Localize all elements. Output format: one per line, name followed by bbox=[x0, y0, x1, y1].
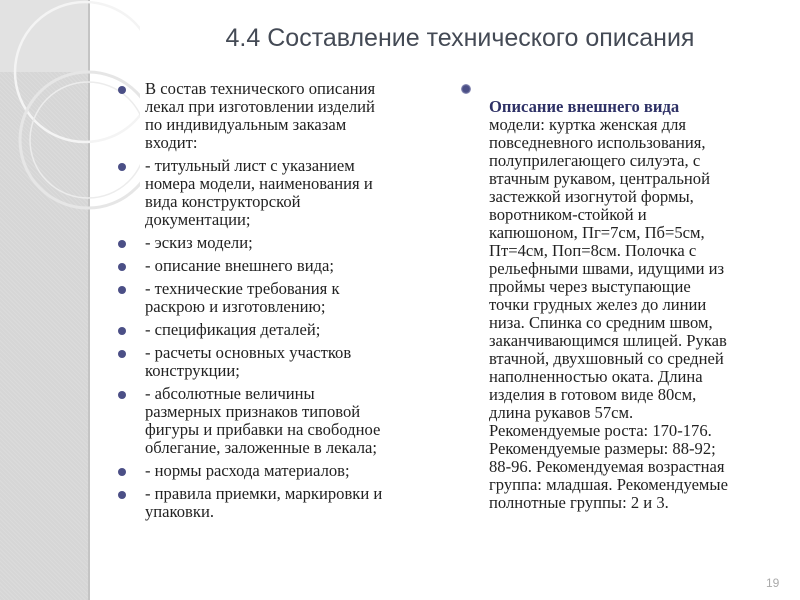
bullet-icon bbox=[118, 327, 126, 335]
left-bullet-list bbox=[118, 80, 438, 526]
list-item bbox=[462, 80, 782, 512]
page-number: 19 bbox=[766, 576, 780, 590]
list-item-text: - спецификация деталей; bbox=[145, 320, 321, 339]
bullet-icon bbox=[118, 391, 126, 399]
list-item bbox=[118, 234, 438, 252]
list-item bbox=[118, 344, 438, 380]
bullet-icon bbox=[118, 240, 126, 248]
list-item-text: - нормы расхода материалов; bbox=[145, 461, 350, 480]
list-item bbox=[118, 80, 438, 152]
list-item-text: - технические требования к раскрою и изготовлению; bbox=[145, 279, 340, 316]
list-item bbox=[118, 385, 438, 457]
list-item bbox=[118, 485, 438, 521]
appearance-description: модели: куртка женская для повседневного использования, полуприлегающего силуэта, с втачным рукавом, центральной застежкой изогнутой формы, воротником-стойкой и капюшоном, Пг=7см, Пб=5см, Пт=4см, Поп=8см. Полочка с рельефными швами, идущими из проймы через выступающие точки грудных желез до линии низа. Спинка со средним швом, заканчивающимся шлицей. Рукав втачной, двухшовный со средней наполненностью оката. Длина изделия в готовом виде 80см, длина рукавов 57см. Рекомендуемые роста: 170-176. Рекомендуемые размеры: 88-92; 88-96. Рекомендуемая возрастная группа: младшая. Рекомендуемые полнотные группы: 2 и 3. bbox=[489, 115, 728, 512]
list-item-text: - абсолютные величины размерных признаков типовой фигуры и прибавки на свободное облегание, заложенные в лекала; bbox=[145, 384, 381, 457]
list-item-text: - описание внешнего вида; bbox=[145, 256, 335, 275]
bullet-icon bbox=[461, 84, 471, 94]
list-item-text: В состав технического описания лекал при изготовлении изделий по индивидуальным заказам входит: bbox=[145, 79, 376, 152]
bullet-icon bbox=[118, 491, 126, 499]
list-item bbox=[118, 462, 438, 480]
bullet-icon bbox=[118, 350, 126, 358]
list-item-text: - расчеты основных участков конструкции; bbox=[145, 343, 352, 380]
right-bullet-list bbox=[462, 80, 782, 517]
bullet-icon bbox=[118, 86, 126, 94]
bullet-icon bbox=[118, 163, 126, 171]
list-item-text: - эскиз модели; bbox=[145, 233, 253, 252]
bullet-icon bbox=[118, 263, 126, 271]
list-item-text: - титульный лист с указанием номера модели, наименования и вида конструкторской документации; bbox=[145, 156, 373, 229]
appearance-heading: Описание внешнего вида bbox=[489, 97, 680, 116]
list-item bbox=[118, 157, 438, 229]
bullet-icon bbox=[118, 468, 126, 476]
slide-title: 4.4 Составление технического описания bbox=[225, 24, 695, 52]
list-item bbox=[118, 321, 438, 339]
list-item bbox=[118, 280, 438, 316]
list-item-text: - правила приемки, маркировки и упаковки. bbox=[145, 484, 383, 521]
bullet-icon bbox=[118, 286, 126, 294]
list-item bbox=[118, 257, 438, 275]
